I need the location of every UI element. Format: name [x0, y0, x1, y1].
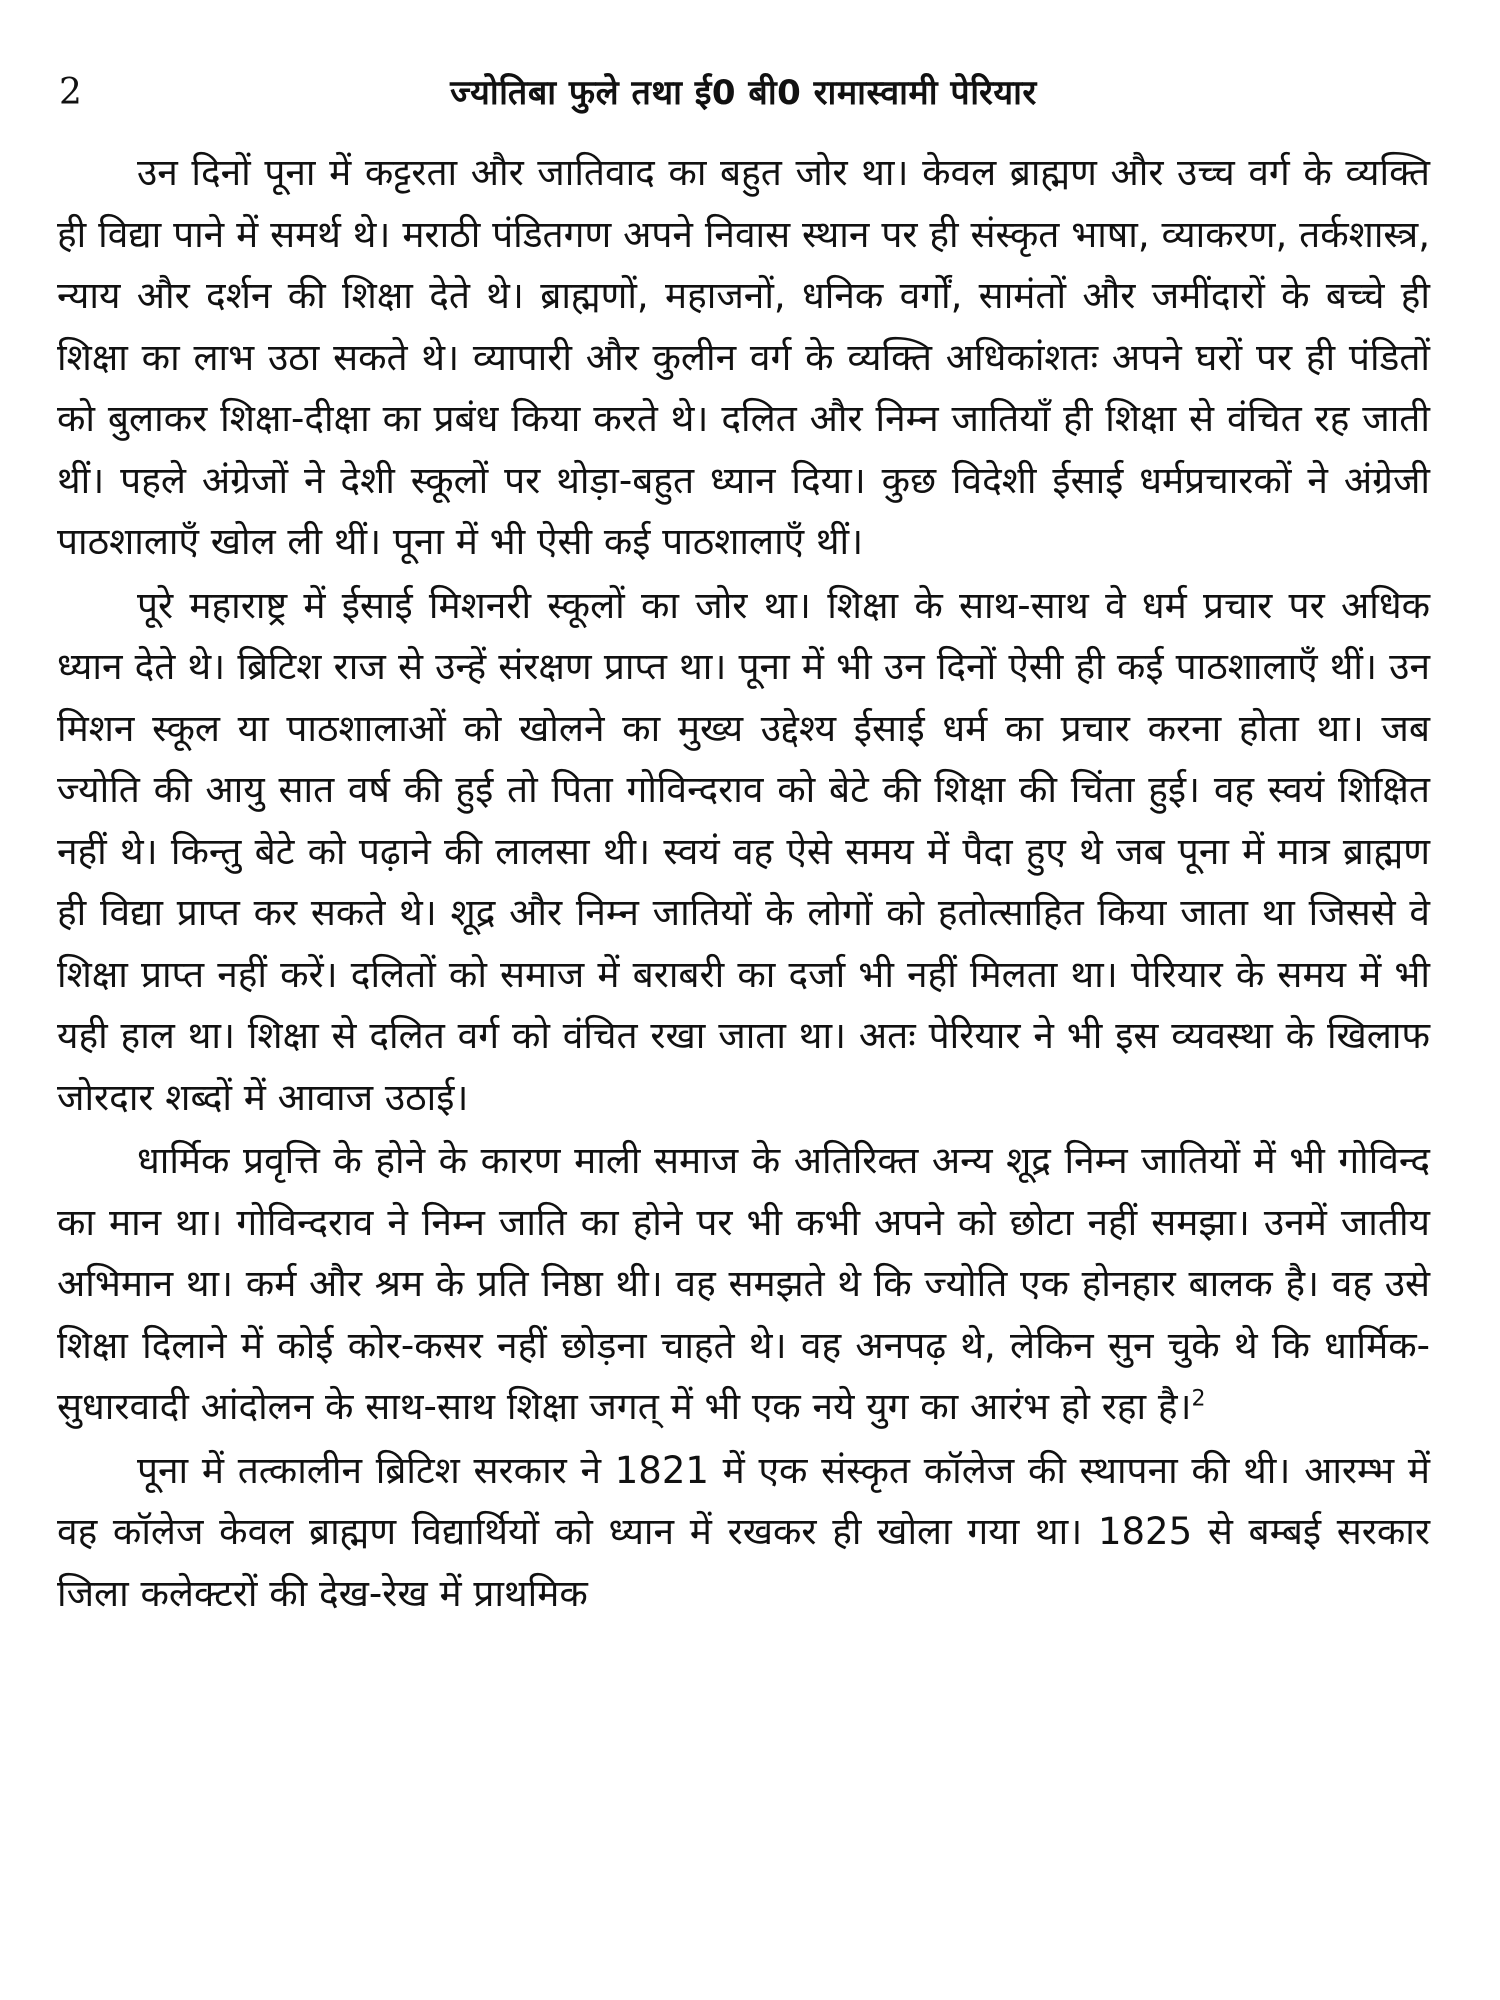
paragraph-4: [57, 1440, 1430, 1625]
paragraph-text: धार्मिक प्रवृत्ति के होने के कारण माली समाज के अतिरिक्त अन्य शूद्र निम्न जातियों में भी गोविन्द का मान था। गोविन्दराव ने निम्न जाति का होने पर भी कभी अपने को छोटा नहीं समझा। उनमें जातीय अभिमान था। कर्म और श्रम के प्रति निष्ठा थी। वह समझते थे कि ज्योति एक होनहार बालक है। वह उसे शिक्षा दिलाने में कोई कोर-कसर नहीं छोड़ना चाहते थे। वह अनपढ़ थे, लेकिन सुन चुके थे कि धार्मिक-सुधारवादी आंदोलन के साथ-साथ शिक्षा जगत् में भी एक नये युग का आरंभ हो रहा है।: [57, 1139, 1430, 1428]
page-number: 2: [59, 72, 82, 113]
paragraph-text: पूरे महाराष्ट्र में ईसाई मिशनरी स्कूलों का जोर था। शिक्षा के साथ-साथ वे धर्म प्रचार पर अधिक ध्यान देते थे। ब्रिटिश राज से उन्हें संरक्षण प्राप्त था। पूना में भी उन दिनों ऐसी ही कई पाठशालाएँ थीं। उन मिशन स्कूल या पाठशालाओं को खोलने का मुख्य उद्देश्य ईसाई धर्म का प्रचार करना होता था। जब ज्योति की आयु सात वर्ष की हुई तो पिता गोविन्दराव को बेटे की शिक्षा की चिंता हुई। वह स्वयं शिक्षित नहीं थे। किन्तु बेटे को पढ़ाने की लालसा थी। स्वयं वह ऐसे समय में पैदा हुए थे जब पूना में मात्र ब्राह्मण ही विद्या प्राप्त कर सकते थे। शूद्र और निम्न जातियों के लोगों को हतोत्साहित किया जाता था जिससे वे शिक्षा प्राप्त नहीं करें। दलितों को समाज में बराबरी का दर्जा भी नहीं मिलता था। पेरियार के समय में भी यही हाल था। शिक्षा से दलित वर्ग को वंचित रखा जाता था। अतः पेरियार ने भी इस व्यवस्था के खिलाफ जोरदार शब्दों में आवाज उठाई।: [57, 583, 1430, 1119]
page-header: [57, 60, 1430, 120]
running-title: ज्योतिबा फुले तथा ई0 बी0 रामास्वामी पेरियार: [450, 73, 1037, 113]
body-text: [57, 142, 1430, 1624]
paragraph-2: [57, 575, 1430, 1129]
paragraph-text: उन दिनों पूना में कट्टरता और जातिवाद का बहुत जोर था। केवल ब्राह्मण और उच्च वर्ग के व्यक्ति ही विद्या पाने में समर्थ थे। मराठी पंडितगण अपने निवास स्थान पर ही संस्कृत भाषा, व्याकरण, तर्कशास्त्र, न्याय और दर्शन की शिक्षा देते थे। ब्राह्मणों, महाजनों, धनिक वर्गों, सामंतों और जमींदारों के बच्चे ही शिक्षा का लाभ उठा सकते थे। व्यापारी और कुलीन वर्ग के व्यक्ति अधिकांशतः अपने घरों पर ही पंडितों को बुलाकर शिक्षा-दीक्षा का प्रबंध किया करते थे। दलित और निम्न जातियाँ ही शिक्षा से वंचित रह जाती थीं। पहले अंग्रेजों ने देशी स्कूलों पर थोड़ा-बहुत ध्यान दिया। कुछ विदेशी ईसाई धर्मप्रचारकों ने अंग्रेजी पाठशालाएँ खोल ली थीं। पूना में भी ऐसी कई पाठशालाएँ थीं।: [57, 151, 1430, 563]
footnote-marker[interactable]: 2: [1191, 1386, 1206, 1412]
paragraph-1: [57, 142, 1430, 573]
paragraph-text: पूना में तत्कालीन ब्रिटिश सरकार ने 1821 में एक संस्कृत कॉलेज की स्थापना की थी। आरम्भ में वह कॉलेज केवल ब्राह्मण विद्यार्थियों को ध्यान में रखकर ही खोला गया था। 1825 से बम्बई सरकार जिला कलेक्टरों की देख-रेख में प्राथमिक: [57, 1448, 1430, 1615]
paragraph-3: [57, 1130, 1430, 1438]
